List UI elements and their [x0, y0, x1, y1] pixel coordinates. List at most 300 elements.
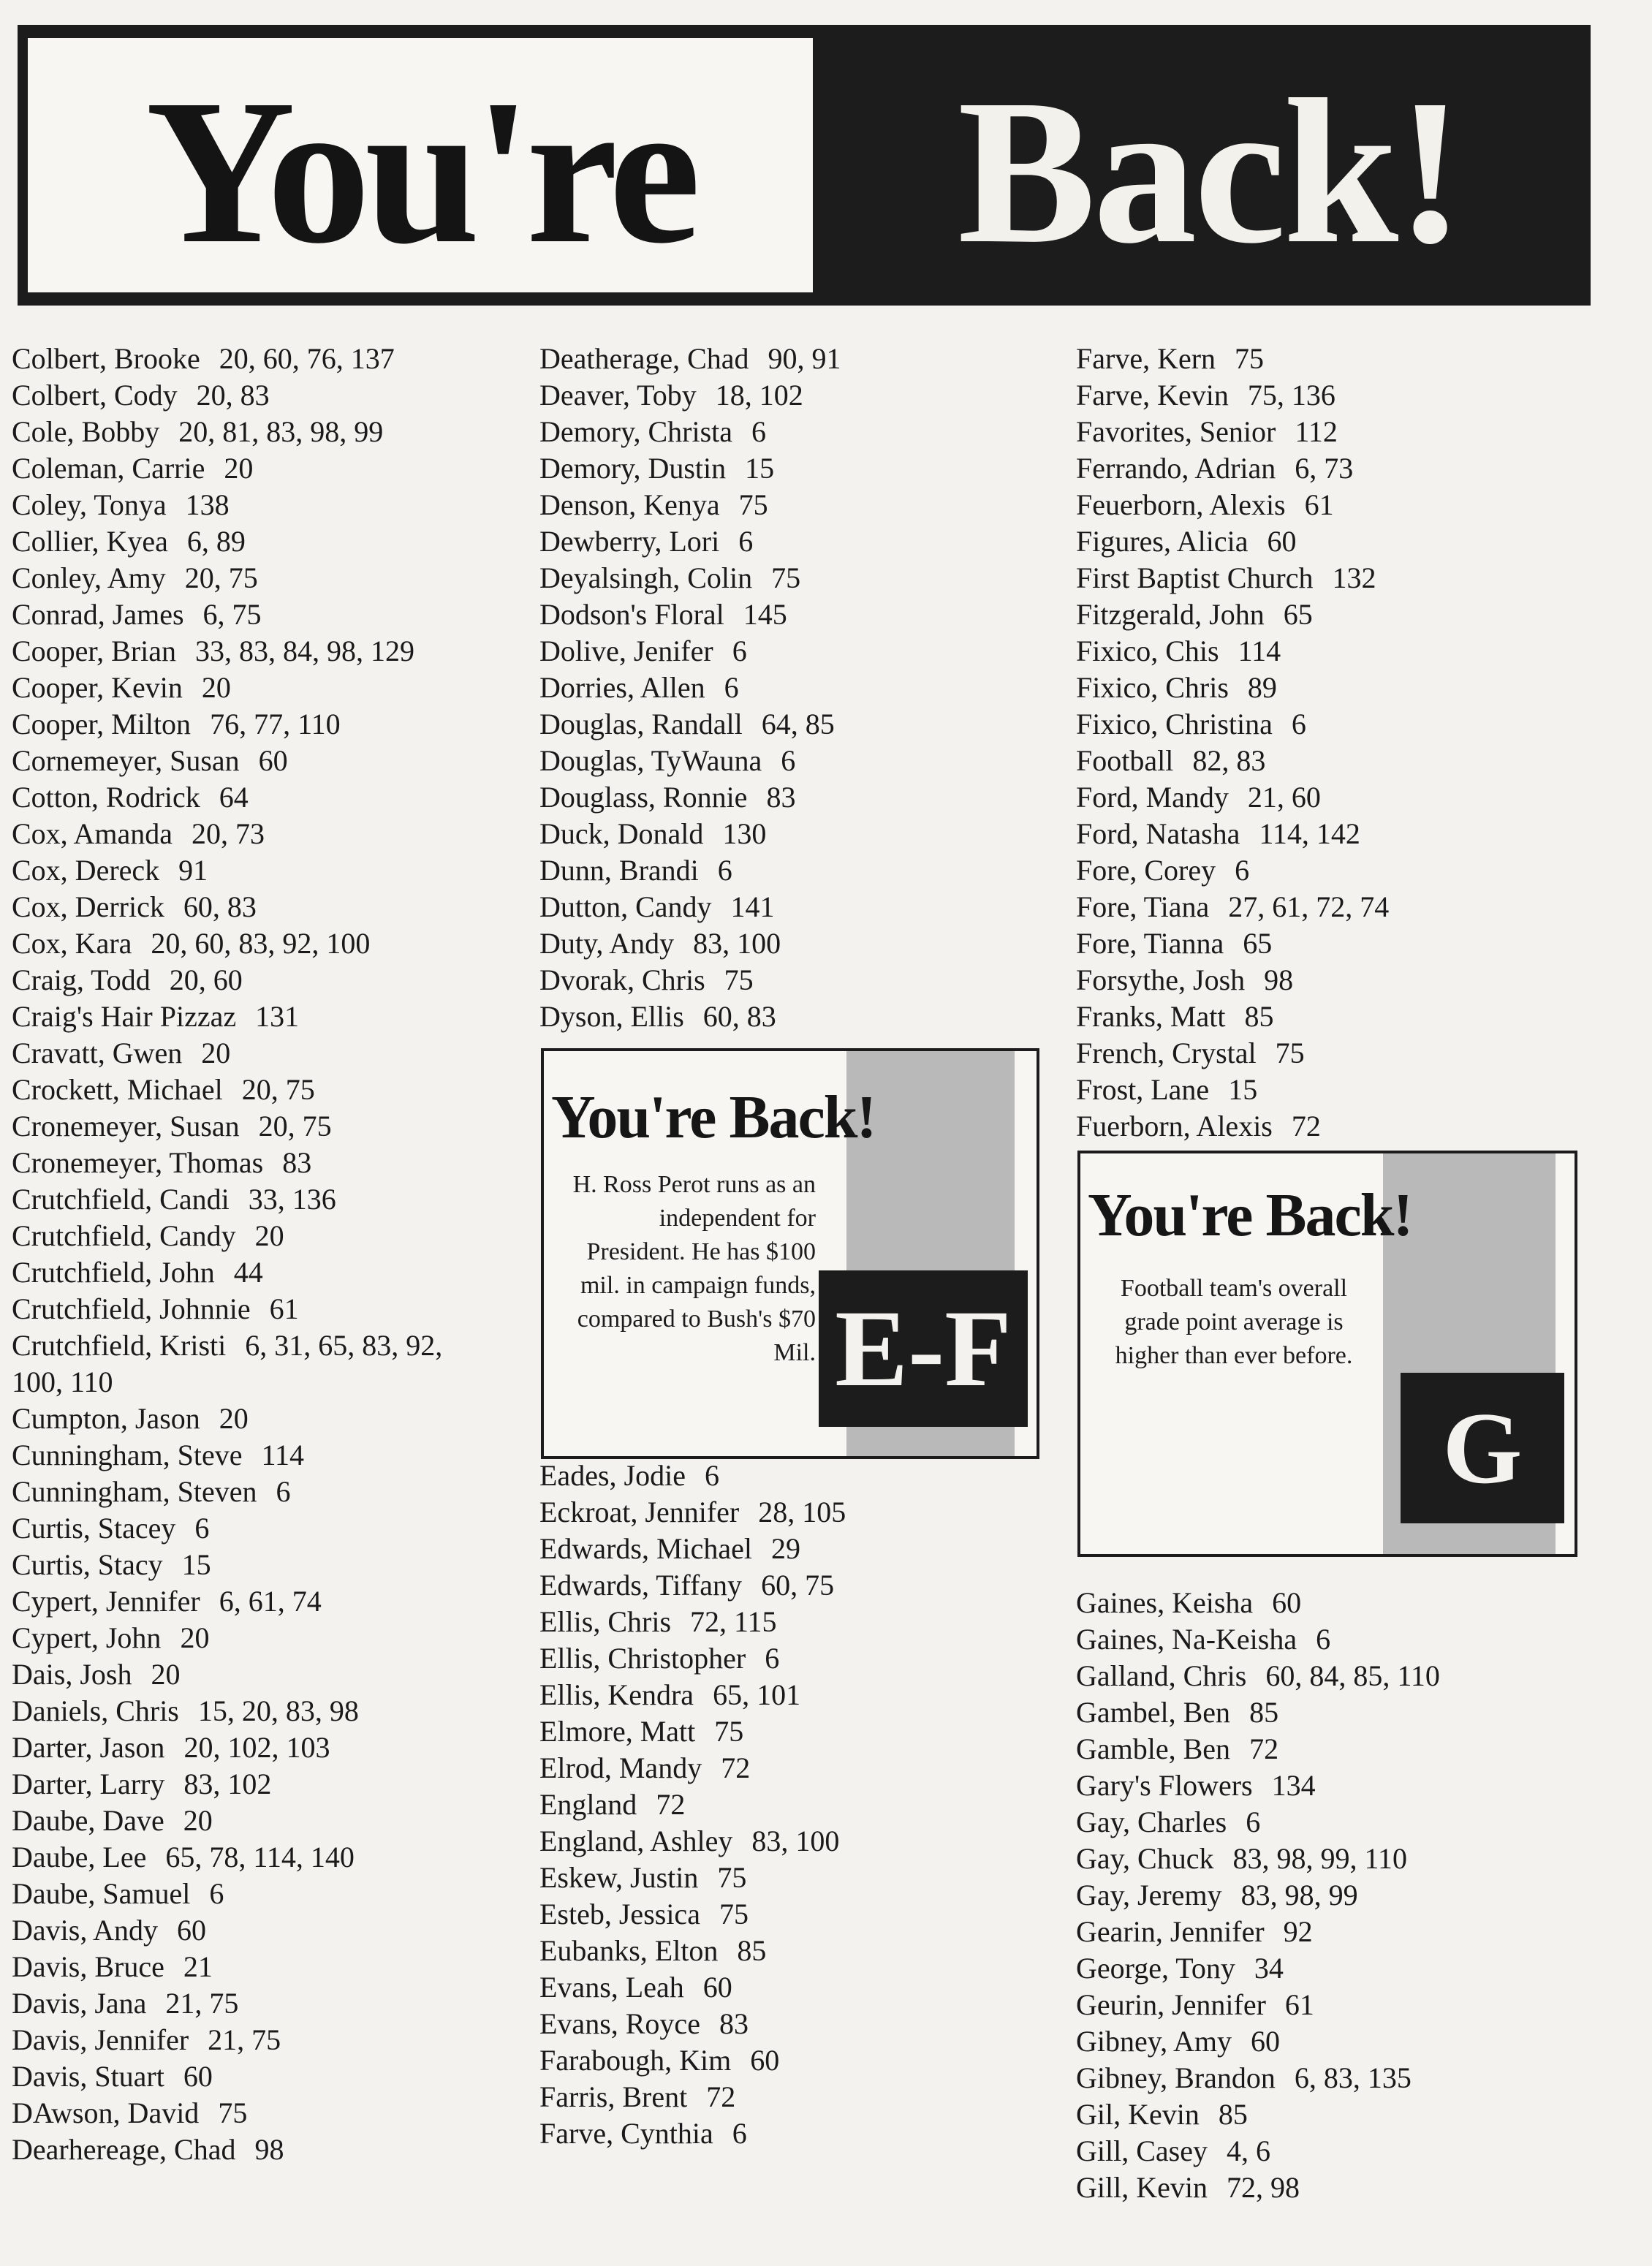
entry-name: Cypert, Jennifer — [12, 1585, 200, 1618]
entry-name: Fixico, Chris — [1076, 671, 1229, 704]
entry-pages: 75 — [714, 1715, 744, 1748]
index-entry — [12, 999, 516, 1035]
entry-name: Farve, Kevin — [1076, 379, 1229, 412]
entry-pages: 83 — [766, 781, 796, 814]
index-entry — [12, 962, 516, 999]
entry-name: Daube, Dave — [12, 1804, 164, 1837]
entry-pages: 60 — [1272, 1586, 1302, 1619]
index-entry — [1076, 1841, 1617, 1877]
entry-pages: 20, 81, 83, 98, 99 — [178, 415, 384, 448]
index-entry — [539, 779, 1051, 816]
entry-pages: 72, 98 — [1226, 2171, 1300, 2204]
entry-name: Deatherage, Chad — [539, 342, 749, 375]
entry-name: Gibney, Brandon — [1076, 2061, 1276, 2094]
index-entry — [1076, 596, 1617, 633]
entry-pages: 6, 89 — [186, 525, 246, 558]
entry-name: Cumpton, Jason — [12, 1402, 200, 1435]
entry-name: Ellis, Kendra — [539, 1678, 694, 1711]
entry-pages: 4, 6 — [1226, 2134, 1270, 2167]
index-entry — [12, 1656, 516, 1693]
entry-pages: 75 — [218, 2096, 248, 2129]
index-entry — [539, 560, 1051, 596]
entry-pages: 98 — [254, 2133, 284, 2166]
entry-name: Cox, Derrick — [12, 890, 164, 923]
entry-name: Deyalsingh, Colin — [539, 561, 753, 594]
entry-name: Ford, Mandy — [1076, 781, 1229, 814]
entry-pages: 34 — [1254, 1952, 1284, 1985]
index-entry — [12, 560, 516, 596]
entry-pages: 75 — [771, 561, 801, 594]
index-entry — [12, 633, 516, 670]
entry-pages: 60 — [177, 1914, 206, 1947]
entry-name: Cox, Dereck — [12, 854, 160, 887]
entry-pages: 85 — [1249, 1696, 1279, 1729]
entry-name: Gill, Kevin — [1076, 2171, 1208, 2204]
entry-pages: 60 — [750, 2044, 780, 2077]
index-entry — [12, 1254, 516, 1291]
index-entry — [12, 1693, 516, 1729]
entry-pages: 20, 102, 103 — [183, 1731, 330, 1764]
index-entry — [12, 2095, 516, 2132]
entry-name: Davis, Jana — [12, 1987, 147, 2020]
entry-pages: 15 — [745, 452, 775, 485]
entry-name: Gay, Jeremy — [1076, 1879, 1222, 1911]
entry-pages: 91 — [178, 854, 208, 887]
entry-pages: 20 — [201, 671, 231, 704]
entry-pages: 138 — [185, 488, 230, 521]
index-entry — [539, 1604, 1051, 1640]
index-entry — [1076, 560, 1617, 596]
entry-name: Craig, Todd — [12, 963, 151, 996]
index-entry — [1076, 1621, 1617, 1658]
index-entry — [1076, 925, 1617, 962]
entry-pages: 20, 75 — [241, 1073, 315, 1106]
index-entry — [539, 999, 1051, 1035]
index-entry — [1076, 2023, 1617, 2060]
index-entry — [1076, 743, 1617, 779]
index-entry — [539, 1677, 1051, 1713]
header-banner — [18, 25, 1591, 306]
index-entry — [12, 925, 516, 962]
entry-pages: 6, 31, 65, 83, 92, — [245, 1329, 443, 1362]
entry-pages: 83, 102 — [183, 1767, 272, 1800]
entry-name: Cooper, Brian — [12, 634, 177, 667]
index-entry — [12, 487, 516, 523]
entry-name: Fore, Tiana — [1076, 890, 1210, 923]
entry-name: Gambel, Ben — [1076, 1696, 1231, 1729]
entry-name: Eskew, Justin — [539, 1861, 699, 1894]
entry-name: Dvorak, Chris — [539, 963, 705, 996]
index-entry — [1076, 999, 1617, 1035]
entry-pages: 83 — [282, 1146, 312, 1179]
entry-pages: 6 — [1291, 708, 1306, 740]
entry-pages: 6 — [732, 2117, 747, 2150]
section-letter-badge: E-F — [819, 1270, 1028, 1427]
entry-pages: 21 — [183, 1950, 213, 1983]
index-entry — [539, 341, 1051, 377]
index-entry — [1076, 341, 1617, 377]
index-entry — [1076, 779, 1617, 816]
index-entry — [539, 1896, 1051, 1933]
entry-pages: 83, 100 — [751, 1824, 840, 1857]
index-column-1 — [12, 341, 516, 2168]
entry-name: England, Ashley — [539, 1824, 733, 1857]
entry-pages: 18, 102 — [715, 379, 803, 412]
entry-pages: 6 — [751, 415, 767, 448]
entry-pages: 60 — [702, 1971, 732, 2004]
entry-name: Cooper, Kevin — [12, 671, 183, 704]
entry-name: Gaines, Na-Keisha — [1076, 1623, 1297, 1656]
entry-name: Favorites, Senior — [1076, 415, 1276, 448]
entry-name: First Baptist Church — [1076, 561, 1314, 594]
index-entry — [1076, 962, 1617, 999]
entry-name: Cooper, Milton — [12, 708, 192, 740]
entry-pages: 89 — [1247, 671, 1277, 704]
entry-name: Franks, Matt — [1076, 1000, 1226, 1033]
entry-pages: 20, 60 — [169, 963, 243, 996]
entry-name: Curtis, Stacy — [12, 1548, 163, 1581]
entry-name: Ford, Natasha — [1076, 817, 1240, 850]
entry-name: Crutchfield, Johnnie — [12, 1292, 251, 1325]
index-entry — [12, 1729, 516, 1766]
index-entry — [539, 1458, 1051, 1494]
index-entry — [1076, 1914, 1617, 1950]
entry-pages: 6 — [1235, 854, 1250, 887]
index-entry — [1076, 852, 1617, 889]
index-entry — [12, 2132, 516, 2168]
index-entry — [12, 523, 516, 560]
entry-name: Eades, Jodie — [539, 1459, 686, 1492]
entry-name: Gaines, Keisha — [1076, 1586, 1254, 1619]
entry-name: Demory, Dustin — [539, 452, 727, 485]
entry-pages: 72 — [706, 2080, 736, 2113]
entry-name: Figures, Alicia — [1076, 525, 1249, 558]
entry-name: Cravatt, Gwen — [12, 1037, 183, 1069]
entry-pages: 20 — [254, 1219, 284, 1252]
entry-name: Farve, Cynthia — [539, 2117, 713, 2150]
entry-pages: 20, 75 — [258, 1110, 332, 1143]
index-entry — [539, 670, 1051, 706]
index-entry — [1076, 1731, 1617, 1767]
entry-name: Douglas, TyWauna — [539, 744, 762, 777]
entry-name: Demory, Christa — [539, 415, 733, 448]
index-entry — [539, 1494, 1051, 1531]
index-entry — [12, 596, 516, 633]
entry-pages: 6 — [732, 634, 747, 667]
entry-pages: 98 — [1264, 963, 1294, 996]
index-entry — [1076, 1694, 1617, 1731]
index-entry — [12, 1510, 516, 1547]
entry-name: Elmore, Matt — [539, 1715, 696, 1748]
index-entry — [539, 523, 1051, 560]
entry-pages: 6 — [1316, 1623, 1331, 1656]
index-entry — [539, 2115, 1051, 2152]
entry-name: Daube, Samuel — [12, 1877, 191, 1910]
index-entry — [1076, 1950, 1617, 1987]
entry-pages: 6 — [209, 1877, 224, 1910]
entry-name: Dais, Josh — [12, 1658, 132, 1691]
index-entry — [539, 1823, 1051, 1860]
index-entry — [1076, 450, 1617, 487]
entry-pages: 83, 98, 99 — [1240, 1879, 1358, 1911]
index-entry — [12, 414, 516, 450]
index-entry — [1076, 633, 1617, 670]
entry-name: Dunn, Brandi — [539, 854, 699, 887]
entry-pages: 60, 83 — [702, 1000, 776, 1033]
entry-name: Darter, Larry — [12, 1767, 165, 1800]
entry-name: Coley, Tonya — [12, 488, 167, 521]
entry-name: Feuerborn, Alexis — [1076, 488, 1286, 521]
entry-pages: 83, 98, 99, 110 — [1232, 1842, 1407, 1875]
entry-name: DAwson, David — [12, 2096, 200, 2129]
entry-pages: 65, 78, 114, 140 — [165, 1841, 355, 1873]
index-entry — [539, 962, 1051, 999]
entry-pages: 75 — [738, 488, 768, 521]
entry-pages: 145 — [743, 598, 787, 631]
entry-pages: 61 — [1284, 1988, 1314, 2021]
entry-pages: 75 — [1275, 1037, 1305, 1069]
entry-name: Gearin, Jennifer — [1076, 1915, 1265, 1948]
entry-pages: 20, 83 — [196, 379, 270, 412]
entry-name: Edwards, Tiffany — [539, 1569, 743, 1602]
index-entry — [12, 1803, 516, 1839]
entry-pages: 60, 83 — [183, 890, 257, 923]
index-entry — [12, 1291, 516, 1327]
entry-name: Ellis, Chris — [539, 1605, 672, 1638]
entry-name: Dorries, Allen — [539, 671, 705, 704]
index-entry — [12, 779, 516, 816]
entry-pages: 20 — [183, 1804, 213, 1837]
index-entry — [12, 1218, 516, 1254]
entry-pages: 21, 60 — [1247, 781, 1321, 814]
entry-pages: 20 — [224, 452, 254, 485]
entry-pages: 64, 85 — [761, 708, 835, 740]
index-entry — [539, 1567, 1051, 1604]
entry-name: Ellis, Christopher — [539, 1642, 746, 1675]
entry-pages: 15 — [1228, 1073, 1258, 1106]
entry-name: Cronemeyer, Susan — [12, 1110, 240, 1143]
index-entry — [539, 852, 1051, 889]
entry-pages: 85 — [1244, 1000, 1274, 1033]
entry-pages: 60 — [1250, 2025, 1280, 2058]
entry-name: Dolive, Jenifer — [539, 634, 713, 667]
index-list-d — [539, 341, 1051, 1035]
entry-name: Colbert, Cody — [12, 379, 178, 412]
entry-name: Deaver, Toby — [539, 379, 697, 412]
entry-name: Football — [1076, 744, 1174, 777]
entry-pages: 82, 83 — [1192, 744, 1266, 777]
entry-name: Gary's Flowers — [1076, 1769, 1253, 1802]
index-entry — [1076, 670, 1617, 706]
feature-box-ef — [541, 1048, 1039, 1459]
index-entry — [1076, 816, 1617, 852]
entry-pages: 75 — [717, 1861, 747, 1894]
index-entry — [12, 670, 516, 706]
entry-name: Fitzgerald, John — [1076, 598, 1265, 631]
entry-name: Esteb, Jessica — [539, 1898, 700, 1930]
index-entry — [1076, 706, 1617, 743]
index-entry — [539, 2042, 1051, 2079]
entry-name: Elrod, Mandy — [539, 1751, 702, 1784]
index-entry — [539, 487, 1051, 523]
entry-pages: 75 — [724, 963, 754, 996]
index-entry — [539, 450, 1051, 487]
index-entry — [12, 1072, 516, 1108]
index-entry — [1076, 1108, 1617, 1145]
index-entry — [1076, 1072, 1617, 1108]
index-entry — [12, 1876, 516, 1912]
index-entry — [12, 1949, 516, 1985]
entry-pages: 65, 101 — [713, 1678, 801, 1711]
entry-pages: 21, 75 — [165, 1987, 239, 2020]
entry-pages: 6 — [276, 1475, 291, 1508]
entry-pages: 90, 91 — [768, 342, 841, 375]
entry-name: Crockett, Michael — [12, 1073, 223, 1106]
entry-pages: 72 — [656, 1788, 686, 1821]
entry-pages: 131 — [255, 1000, 300, 1033]
entry-name: Dewberry, Lori — [539, 525, 720, 558]
index-entry — [12, 2022, 516, 2058]
entry-pages: 6 — [1246, 1805, 1261, 1838]
banner-left-panel — [25, 35, 816, 295]
feature-text: Football team's overall grade point average is higher than ever before. — [1115, 1275, 1353, 1369]
entry-name: Eubanks, Elton — [539, 1934, 719, 1967]
index-entry — [1076, 377, 1617, 414]
entry-pages: 134 — [1271, 1769, 1316, 1802]
entry-pages: 20 — [151, 1658, 181, 1691]
entry-name: Frost, Lane — [1076, 1073, 1210, 1106]
index-entry — [12, 1327, 516, 1364]
feature-title: You're Back! — [1088, 1181, 1412, 1249]
entry-name: Dearhereage, Chad — [12, 2133, 236, 2166]
entry-pages: 72, 115 — [690, 1605, 777, 1638]
entry-name: Edwards, Michael — [539, 1532, 753, 1565]
entry-pages: 20, 73 — [191, 817, 265, 850]
entry-pages: 20, 60, 83, 92, 100 — [151, 927, 371, 960]
entry-name: Darter, Jason — [12, 1731, 165, 1764]
entry-name: Curtis, Stacey — [12, 1512, 176, 1545]
entry-pages: 132 — [1332, 561, 1376, 594]
entry-name: Crutchfield, John — [12, 1256, 215, 1289]
entry-name: Ferrando, Adrian — [1076, 452, 1276, 485]
entry-pages: 72 — [1249, 1732, 1279, 1765]
entry-name: England — [539, 1788, 637, 1821]
entry-pages: 20, 60, 76, 137 — [219, 342, 395, 375]
entry-pages: 6 — [781, 744, 796, 777]
entry-pages: 60, 75 — [761, 1569, 835, 1602]
entry-pages: 60 — [183, 2060, 213, 2093]
entry-name: Eckroat, Jennifer — [539, 1496, 740, 1528]
entry-pages: 92 — [1283, 1915, 1313, 1948]
entry-pages: 75 — [1235, 342, 1265, 375]
index-entry — [12, 1839, 516, 1876]
entry-name: Evans, Royce — [539, 2007, 700, 2040]
index-list-g — [1076, 1585, 1617, 2206]
index-entry — [12, 1035, 516, 1072]
entry-name: Gay, Chuck — [1076, 1842, 1214, 1875]
index-entry — [1076, 1877, 1617, 1914]
entry-pages: 6 — [765, 1642, 780, 1675]
entry-name: Davis, Stuart — [12, 2060, 164, 2093]
entry-pages: 33, 136 — [248, 1183, 336, 1216]
entry-pages: 15 — [181, 1548, 211, 1581]
index-entry — [539, 1933, 1051, 1969]
entry-pages: 33, 83, 84, 98, 129 — [195, 634, 415, 667]
entry-name: Colbert, Brooke — [12, 342, 200, 375]
index-entry — [539, 816, 1051, 852]
entry-name: Crutchfield, Candy — [12, 1219, 236, 1252]
entry-pages: 21, 75 — [208, 2023, 281, 2056]
index-entry — [12, 852, 516, 889]
entry-name: Cole, Bobby — [12, 415, 160, 448]
feature-box-g — [1077, 1151, 1577, 1557]
index-entry — [539, 2079, 1051, 2115]
entry-pages: 76, 77, 110 — [210, 708, 341, 740]
entry-pages: 6, 73 — [1295, 452, 1354, 485]
entry-name: Conley, Amy — [12, 561, 166, 594]
entry-name: Gay, Charles — [1076, 1805, 1227, 1838]
index-entry — [12, 1364, 516, 1401]
entry-pages: 75 — [719, 1898, 749, 1930]
index-entry — [1076, 523, 1617, 560]
banner-right-panel — [833, 35, 1586, 295]
entry-name: Cotton, Rodrick — [12, 781, 200, 814]
feature-title: You're Back! — [551, 1083, 876, 1151]
index-entry — [1076, 1767, 1617, 1804]
entry-name: Dutton, Candy — [539, 890, 712, 923]
index-entry — [539, 1860, 1051, 1896]
index-entry — [1076, 1804, 1617, 1841]
entry-name: Gamble, Ben — [1076, 1732, 1231, 1765]
entry-name: Daube, Lee — [12, 1841, 147, 1873]
entry-name: Gill, Casey — [1076, 2134, 1208, 2167]
entry-pages: 20 — [180, 1621, 210, 1654]
entry-pages: 6 — [704, 1459, 719, 1492]
entry-pages: 28, 105 — [758, 1496, 846, 1528]
entry-pages: 6 — [717, 854, 732, 887]
index-entry — [539, 596, 1051, 633]
index-entry — [539, 1640, 1051, 1677]
entry-name: Duty, Andy — [539, 927, 675, 960]
index-entry — [12, 706, 516, 743]
entry-pages: 44 — [233, 1256, 263, 1289]
entry-pages: 6 — [724, 671, 739, 704]
entry-name: Dyson, Ellis — [539, 1000, 684, 1033]
entry-pages: 6, 61, 74 — [219, 1585, 322, 1618]
entry-name: Fore, Tianna — [1076, 927, 1224, 960]
entry-name: George, Tony — [1076, 1952, 1235, 1985]
entry-name: Farabough, Kim — [539, 2044, 732, 2077]
index-list-f — [1076, 341, 1617, 1145]
entry-pages: 72 — [721, 1751, 751, 1784]
index-entry — [539, 2006, 1051, 2042]
entry-pages: 83, 100 — [693, 927, 781, 960]
entry-name: Farve, Kern — [1076, 342, 1216, 375]
index-entry — [1076, 889, 1617, 925]
entry-name: Forsythe, Josh — [1076, 963, 1246, 996]
entry-name: Cox, Amanda — [12, 817, 173, 850]
index-entry — [539, 706, 1051, 743]
entry-name: Crutchfield, Kristi — [12, 1329, 227, 1362]
entry-name: Douglass, Ronnie — [539, 781, 748, 814]
entry-pages: 64 — [219, 781, 249, 814]
index-entry — [12, 889, 516, 925]
entry-name: Davis, Bruce — [12, 1950, 164, 1983]
entry-name: Conrad, James — [12, 598, 184, 631]
index-entry — [12, 377, 516, 414]
index-entry — [12, 450, 516, 487]
index-entry — [12, 1547, 516, 1583]
